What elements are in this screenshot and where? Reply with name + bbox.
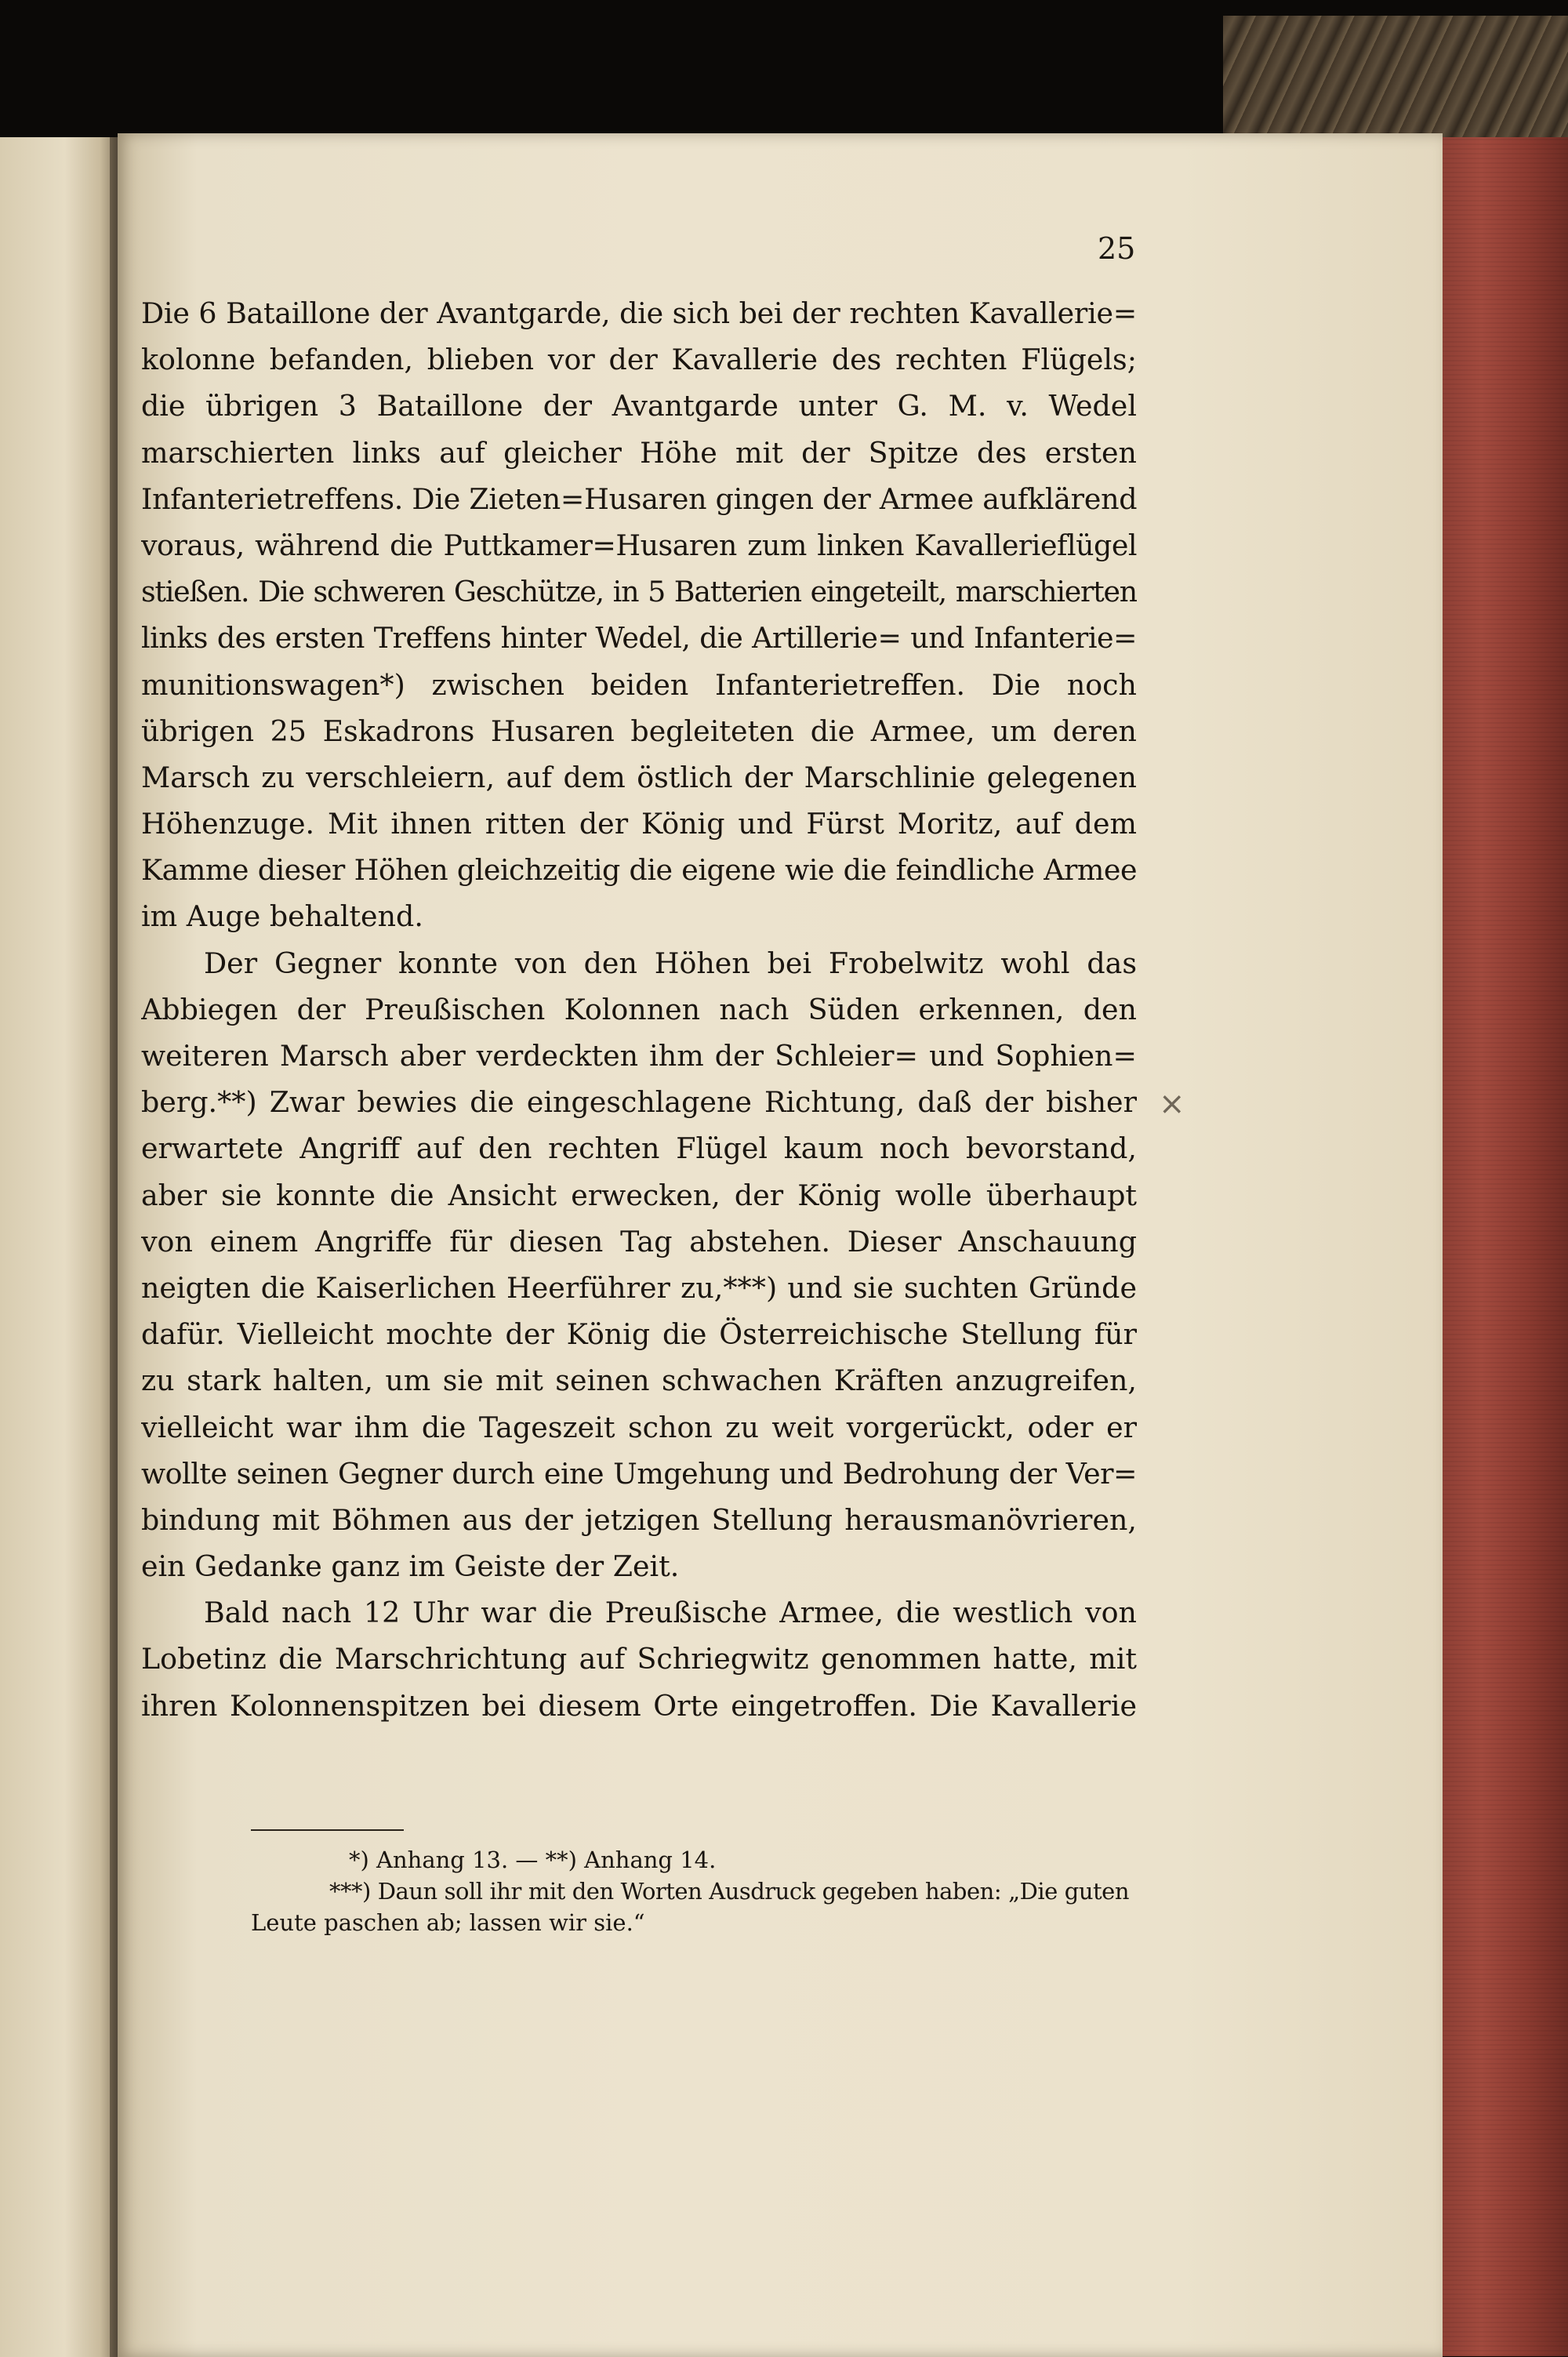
text-line: Der Gegner konnte von den Höhen bei Frobelwitz wohl das [204, 946, 1137, 980]
text-line: Marsch zu verschleiern, auf dem östlich der Marschlinie gelegenen [141, 760, 1137, 794]
footnote-line: *) Anhang 13. — **) Anhang 14. [349, 1847, 717, 1873]
book-cover-edge [1435, 137, 1568, 2356]
text-line: kolonne befanden, blieben vor der Kavallerie des rechten Flügels; [141, 343, 1137, 377]
text-line: wollte seinen Gegner durch eine Umgehung und Bedrohung der Ver= [141, 1456, 1137, 1491]
footnote-line: ***) Daun soll ihr mit den Worten Ausdruck gegeben haben: „Die guten [329, 1878, 1129, 1905]
text-line: erwartete Angriff auf den rechten Flügel kaum noch bevorstand, [141, 1131, 1137, 1166]
text-line: Bald nach 12 Uhr war die Preußische Armee, die westlich von [204, 1596, 1137, 1630]
text-line: dafür. Vielleicht mochte der König die Österreichische Stellung für [141, 1317, 1137, 1352]
text-line: die übrigen 3 Bataillone der Avantgarde unter G. M. v. Wedel [141, 389, 1137, 423]
text-line: Lobetinz die Marschrichtung auf Schriegwitz genommen hatte, mit [141, 1642, 1137, 1676]
text-line: munitionswagen*) zwischen beiden Infanterietreffen. Die noch [141, 667, 1137, 702]
footnote-line: Leute paschen ab; lassen wir sie.“ [251, 1909, 645, 1936]
text-line: von einem Angriffe für diesen Tag abstehen. Dieser Anschauung [141, 1224, 1137, 1258]
text-line: marschierten links auf gleicher Höhe mit der Spitze des ersten [141, 435, 1137, 470]
page-number: 25 [1098, 231, 1136, 266]
text-line: stießen. Die schweren Geschütze, in 5 Batterien eingeteilt, marschierten [141, 575, 1137, 609]
text-line: ihren Kolonnenspitzen bei diesem Orte eingetroffen. Die Kavallerie [141, 1688, 1137, 1723]
text-line: Höhenzuge. Mit ihnen ritten der König und Fürst Moritz, auf dem [141, 807, 1137, 841]
text-line: Infanterietreffens. Die Zieten=Husaren gingen der Armee aufklärend [141, 481, 1137, 516]
text-line: aber sie konnte die Ansicht erwecken, der König wolle überhaupt [141, 1178, 1137, 1212]
text-line: berg.**) Zwar bewies die eingeschlagene Richtung, daß der bisher [141, 1085, 1137, 1120]
text-line: ein Gedanke ganz im Geiste der Zeit. [141, 1549, 680, 1584]
footnotes [251, 1844, 1129, 1938]
left-page-edge [0, 137, 118, 2357]
margin-cross-mark: × [1159, 1086, 1185, 1122]
text-line: Die 6 Bataillone der Avantgarde, die sich bei der rechten Kavallerie= [141, 296, 1137, 330]
text-line: Abbiegen der Preußischen Kolonnen nach Süden erkennen, den [141, 992, 1137, 1026]
text-line: im Auge behaltend. [141, 899, 423, 934]
text-line: Kamme dieser Höhen gleichzeitig die eigene wie die feindliche Armee [141, 853, 1137, 888]
text-line: übrigen 25 Eskadrons Husaren begleiteten die Armee, um deren [141, 714, 1137, 748]
text-line: zu stark halten, um sie mit seinen schwachen Kräften anzugreifen, [141, 1364, 1137, 1398]
text-line: bindung mit Böhmen aus der jetzigen Stellung herausmanövrieren, [141, 1502, 1137, 1537]
body-text [141, 290, 1137, 1729]
text-line: weiteren Marsch aber verdeckten ihm der Schleier= und Sophien= [141, 1039, 1137, 1073]
text-line: voraus, während die Puttkamer=Husaren zum linken Kavallerieflügel [141, 528, 1137, 562]
book-cover-pattern [1223, 16, 1568, 153]
text-line: neigten die Kaiserlichen Heerführer zu,***) und sie suchten Gründe [141, 1270, 1137, 1305]
text-line: vielleicht war ihm die Tageszeit schon zu weit vorgerückt, oder er [141, 1410, 1137, 1444]
footnote-rule [251, 1829, 404, 1831]
text-line: links des ersten Treffens hinter Wedel, die Artillerie= und Infanterie= [141, 621, 1137, 656]
